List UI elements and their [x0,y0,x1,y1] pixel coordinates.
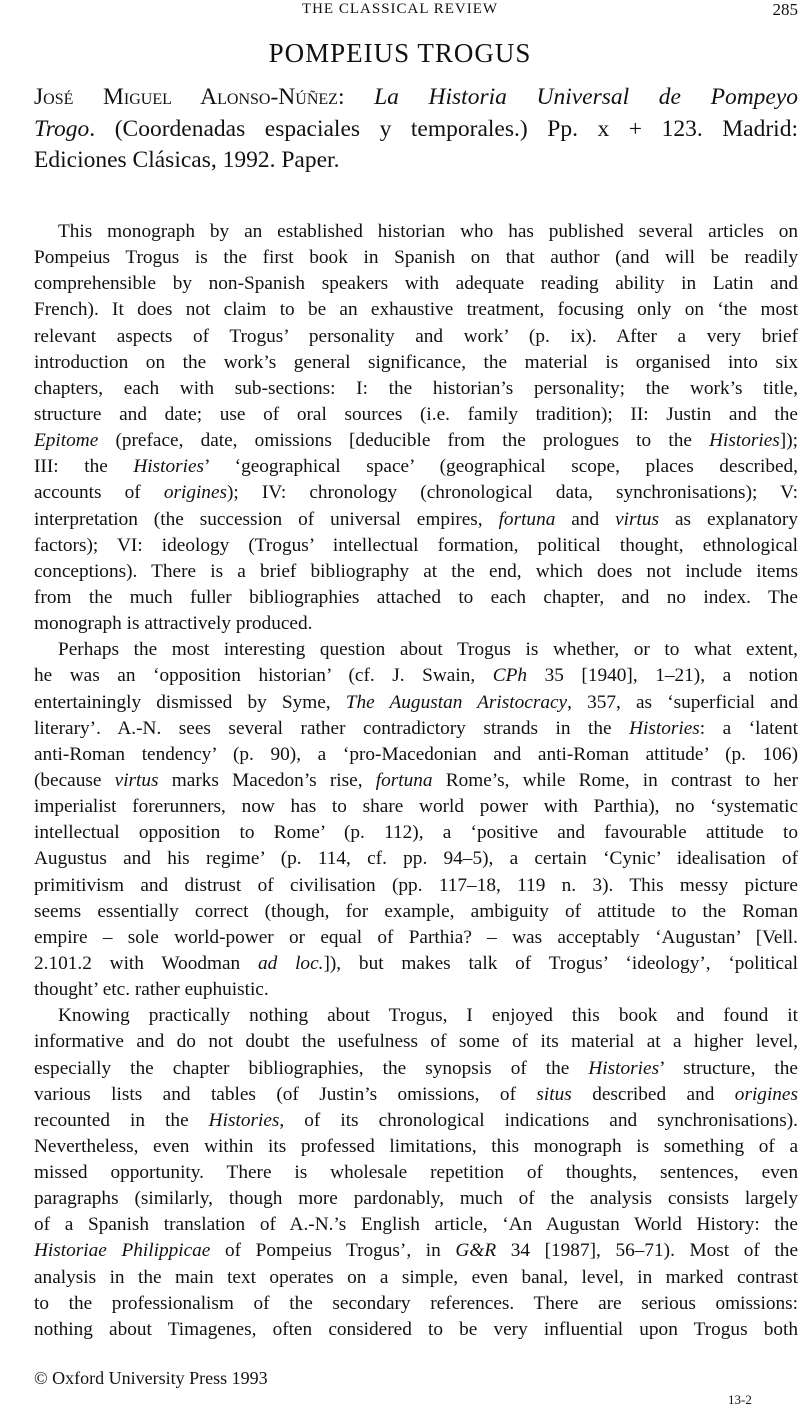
text-run: he was an ‘opposition historian’ (cf. J. Swain, [34,665,493,687]
text-run: ]), but makes talk of Trogus’ ‘ideology’, ‘political [323,952,798,974]
text-run: primitivism and distrust of civilisation (pp. 117–18, 119 n. 3). This messy picture [34,874,798,896]
text-line [34,611,798,637]
text-line [34,507,798,533]
text-line [34,1317,798,1343]
text-run: (because [34,769,115,791]
text-run: analysis in the main text operates on a simple, even banal, level, in marked contrast [34,1266,798,1288]
text-run: empire – sole world-power or equal of Parthia? – was acceptably ‘Augustan’ [Vell. [34,926,798,948]
italic-text: Histories [133,456,205,478]
text-line [34,454,798,480]
text-run: imperialist forerunners, now has to share world power with Parthia), no ‘systematic [34,796,798,818]
italic-text: Histories [208,1109,280,1131]
text-run: thought’ etc. rather euphuistic. [34,979,269,1001]
text-line [34,428,798,454]
review-body [34,219,798,1343]
text-run: as explanatory [659,508,798,530]
text-line [34,219,798,245]
text-run: anti-Roman tendency’ (p. 90), a ‘pro-Macedonian and anti-Roman attitude’ (p. 106) [34,743,798,765]
author-name: José Miguel Alonso-Núñez [34,84,338,110]
text-run: 35 [1940], 1–21), a notion [527,665,798,687]
text-line [34,559,798,585]
text-run: described and [571,1083,735,1105]
text-run: . (Coordenadas espaciales y temporales.) Pp. x + 123. Madrid: [89,115,798,142]
text-run: from the much fuller bibliographies attached to each chapter, and no index. The [34,586,798,608]
text-run: ’ structure, the [659,1057,798,1079]
italic-text: fortuna [498,508,556,530]
text-line [34,951,798,977]
italic-text: The Augustan Aristocracy [345,691,568,713]
text-run: Augustus and his regime’ (p. 114, cf. pp. 94–5), a certain ‘Cynic’ idealisation of [34,848,798,870]
italic-text: Histories [629,717,700,739]
article-title: POMPEIUS TROGUS [268,38,532,68]
text-line [34,1186,798,1212]
page-number: 285 [772,0,798,19]
text-run: This monograph by an established historian who has published several articles on [58,221,798,242]
text-line [34,820,798,846]
text-line [34,637,798,663]
text-run: especially the chapter bibliographies, the synopsis of the [34,1057,589,1079]
text-run: 34 [1987], 56–71). Most of the [496,1240,799,1262]
text-line [34,1265,798,1291]
text-run: ]); [779,430,798,452]
italic-text: virtus [114,769,159,791]
text-line [34,585,798,611]
text-run: , 357, as ‘superficial and [567,691,798,713]
text-line [34,1291,798,1317]
text-line [34,480,798,506]
text-run: introduction on the work’s general significance, the material is organised into six [34,351,798,373]
text-run: literary’. A.-N. sees several rather contradictory strands in the [34,717,630,739]
italic-text: Trogo [34,115,90,142]
italic-text: Historiae Philippicae [34,1240,211,1262]
italic-text: G&R [455,1240,497,1262]
text-line [34,1082,798,1108]
text-run: III: the [34,456,134,478]
text-run: nothing about Timagenes, often considered to be very influential upon Trogus both [34,1318,798,1340]
italic-text: fortuna [375,769,433,791]
text-run: structure and date; use of oral sources (i.e. family tradition); II: Justin and the [34,403,798,425]
text-run: marks Macedon’s rise, [158,769,376,791]
text-run: ); IV: chronology (chronological data, synchronisations); V: [227,482,798,504]
text-line [34,1238,798,1264]
italic-text: origines [734,1083,798,1105]
text-line [34,271,798,297]
italic-text: Histories [709,430,780,452]
text-run: Pompeius Trogus is the first book in Spanish on that author (and will be readily [34,247,798,269]
text-run: : a ‘latent [699,717,798,739]
text-run: of Pompeius Trogus’, in [210,1240,456,1262]
text-run: 2.101.2 with Woodman [34,952,258,974]
text-line [34,1160,798,1186]
italic-text: situs [536,1083,572,1105]
paragraph [34,637,798,1003]
text-line [34,768,798,794]
text-run: chapters, each with sub-sections: I: the historian’s personality; the work’s title, [34,377,798,399]
book-citation [34,82,798,177]
text-line [34,297,798,323]
italic-text: ad loc. [257,952,324,974]
italic-text: Histories [588,1057,660,1079]
text-line [34,1029,798,1055]
text-line [34,925,798,951]
text-line [34,899,798,925]
running-header [0,0,800,22]
text-line [34,402,798,428]
text-run: various lists and tables (of Justin’s omissions, of [34,1083,537,1105]
text-run: of a Spanish translation of A.-N.’s English article, ‘An Augustan World History: the [34,1214,798,1236]
text-run: informative and do not doubt the usefulness of some of its material at a higher level, [34,1031,798,1053]
text-line [34,533,798,559]
text-line [34,846,798,872]
italic-text: virtus [615,508,660,530]
text-run: relevant aspects of Trogus’ personality and work’ (p. ix). After a very brief [34,325,798,347]
text-line [34,82,798,114]
text-run: Ediciones Clásicas, 1992. Paper. [34,147,340,173]
journal-name: THE CLASSICAL REVIEW [301,1,499,17]
text-line [34,324,798,350]
text-line [34,1134,798,1160]
text-run: factors); VI: ideology (Trogus’ intellectual formation, political thought, ethnological [34,534,798,556]
text-run: Rome’s, while Rome, in contrast to her [432,769,798,791]
text-run: conceptions). There is a brief bibliography at the end, which does not include items [34,560,798,582]
text-line [34,376,798,402]
text-run: entertainingly dismissed by Syme, [34,691,346,713]
text-run: French). It does not claim to be an exhaustive treatment, focusing only on ‘the most [34,299,798,321]
paragraph [34,219,798,637]
text-line [34,977,798,1003]
italic-text: CPh [492,665,528,687]
text-run: paragraphs (similarly, though more pardonably, much of the analysis consists largely [34,1188,798,1210]
text-run: accounts of [34,482,164,504]
text-line [34,1056,798,1082]
text-run: missed opportunity. There is wholesale repetition of thoughts, sentences, even [34,1162,798,1184]
text-line [34,794,798,820]
italic-text: Epitome [34,430,99,452]
text-line [34,716,798,742]
text-run: Nevertheless, even within its professed limitations, this monograph is something of a [34,1135,798,1157]
italic-text: origines [163,482,228,504]
text-run: monograph is attractively produced. [34,613,313,635]
text-run: ’ ‘geographical space’ (geographical scope, places described, [204,456,798,478]
text-run: Perhaps the most interesting question about Trogus is whether, or to what extent, [58,639,798,661]
text-run: comprehensible by non-Spanish speakers with adequate reading ability in Latin and [34,273,798,295]
signature-mark: 13-2 [728,1392,752,1407]
text-line [34,114,798,146]
text-run: (preface, date, omissions [deducible from the prologues to the [98,430,710,452]
text-run: interpretation (the succession of universal empires, [34,508,499,530]
paragraph [34,1003,798,1343]
text-line [34,1003,798,1029]
text-run: recounted in the [34,1109,209,1131]
text-line [34,1108,798,1134]
text-line [34,350,798,376]
text-run: intellectual opposition to Rome’ (p. 112), a ‘positive and favourable attitude to [34,822,798,844]
text-line [34,145,798,177]
text-run: and [555,508,616,530]
text-line [34,873,798,899]
text-line [34,690,798,716]
text-run: Knowing practically nothing about Trogus, I enjoyed this book and found it [58,1005,798,1027]
text-run: , of its chronological indications and synchronisations). [279,1109,798,1131]
italic-text: La Historia Universal de Pompeyo [374,84,799,110]
text-line [34,245,798,271]
text-run: : [337,84,375,110]
text-run: to the professionalism of the secondary references. There are serious omissions: [34,1292,798,1314]
text-line [34,1212,798,1238]
text-line [34,663,798,689]
copyright-notice: © Oxford University Press 1993 [34,1368,268,1388]
text-line [34,742,798,768]
text-run: seems essentially correct (though, for example, ambiguity of attitude to the Roman [34,900,798,922]
